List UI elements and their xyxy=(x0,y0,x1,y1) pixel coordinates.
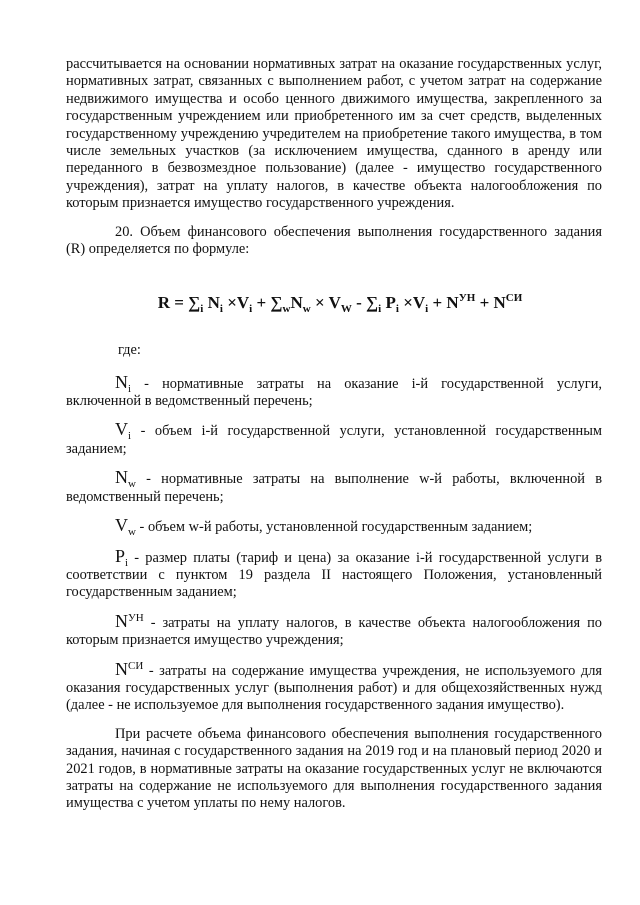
definition-text: - нормативные затраты на оказание i-й государственной услуги, включенной в ведомственный перечень; xyxy=(66,375,602,410)
formula-times: ×V xyxy=(398,293,426,313)
definition-text: - размер платы (тариф и цена) за оказание i-й государственной услуги в соответствии с пунктом 19 раздела II настоящего Положения, установленный государственным заданием; xyxy=(66,549,602,601)
definition-text: - объем i-й государственной услуги, установленной государственным заданием; xyxy=(66,423,602,457)
definition-symbol xyxy=(115,611,144,631)
closing-paragraph: При расчете объема финансового обеспечения выполнения государственного задания, начиная с государственного задания на 2019 год и на плановый период 2020 и 2021 годов, в нормативные затраты на оказание государственных услуг не включаются затраты на содержание не используемого для выполнения государственного задания имущества с учетом уплаты по нему налогов. xyxy=(66,725,602,812)
definition-item xyxy=(66,469,602,506)
definition-text: - объем w-й работы, установленной государственным заданием; xyxy=(135,519,533,536)
symbol-letter: P xyxy=(115,545,126,566)
formula-sub: i xyxy=(425,303,429,316)
definition-symbol xyxy=(115,467,136,491)
formula-minus-sum: - ∑ xyxy=(351,293,379,313)
symbol-letter: N xyxy=(115,467,128,488)
definition-symbol xyxy=(115,371,132,395)
where-label: где: xyxy=(118,341,141,358)
symbol-sub: i xyxy=(125,556,129,569)
symbol-sup: УН xyxy=(128,611,144,624)
symbol-letter: N xyxy=(115,610,128,631)
definition-item xyxy=(66,610,602,650)
financing-formula xyxy=(78,292,602,316)
definition-item xyxy=(66,545,602,602)
formula-sup: СИ xyxy=(505,292,523,305)
formula-plus-n: + N xyxy=(475,293,506,313)
formula-plus-n: + N xyxy=(428,293,459,313)
formula-sub: w xyxy=(282,303,291,316)
definition-text: - нормативные затраты на выполнение w-й работы, включенной в ведомственный перечень; xyxy=(66,471,602,505)
definition-text: - затраты на содержание имущества учреждения, не используемого для оказания государственных услуг (выполнения работ) и для общехозяйственных нужд (далее - не используемое для выполнения государственного задания имущество). xyxy=(66,662,602,714)
symbol-letter: V xyxy=(115,515,128,536)
document-page xyxy=(66,56,602,813)
formula-nw: N xyxy=(290,293,303,313)
symbol-sub: w xyxy=(128,478,136,491)
formula-eq-sum: = ∑ xyxy=(169,293,201,313)
symbol-sup: СИ xyxy=(128,659,144,672)
formula-sub: w xyxy=(302,303,311,316)
definition-text: - затраты на уплату налогов, в качестве объекта налогообложения по которым признается имущество учреждения; xyxy=(66,614,602,649)
symbol-letter: N xyxy=(115,371,128,392)
symbol-sub: w xyxy=(128,526,136,539)
formula-p: P xyxy=(381,293,396,313)
definition-symbol xyxy=(115,419,132,443)
definition-symbol xyxy=(115,659,143,679)
definition-item xyxy=(66,421,602,458)
intro-paragraph: рассчитывается на основании нормативных затрат на оказание государственных услуг, нормативных затрат, связанных с выполнением работ, с учетом затрат на содержание недвижимого имущества и особо ценного движимого имущества, закрепленного за государственным учреждением или приобретенного им за счет средств, выделенных государственному учреждению учредителем на приобретение такого имущества, в том числе земельных участков (за исключением имущества, сданного в аренду или переданного в безвозмездное пользование) (далее - имущество государственного учреждения), затрат на уплату налогов, в качестве объекта налогообложения по которым признается имущество государственного учреждения. xyxy=(66,56,602,212)
symbol-letter: V xyxy=(115,419,128,440)
definition-symbol xyxy=(115,515,136,539)
formula-sub: i xyxy=(219,303,223,316)
definitions-list xyxy=(66,371,602,715)
symbol-sub: i xyxy=(128,382,132,395)
definition-item xyxy=(66,658,602,715)
formula-n: N xyxy=(203,293,220,313)
definition-item xyxy=(66,371,602,411)
formula-times: × V xyxy=(310,293,341,313)
formula-sub: i xyxy=(249,303,253,316)
formula-times: ×V xyxy=(222,293,250,313)
formula-sub: W xyxy=(340,303,352,316)
formula-plus-sum: + ∑ xyxy=(252,293,283,313)
formula-sub: i xyxy=(395,303,399,316)
formula-sup: УН xyxy=(458,292,476,305)
formula-sub: i xyxy=(378,303,382,316)
definition-item xyxy=(66,515,602,539)
formula-sub: i xyxy=(200,303,204,316)
definition-symbol xyxy=(115,545,129,569)
formula-r: R xyxy=(157,293,170,313)
symbol-sub: i xyxy=(128,430,132,443)
symbol-letter: N xyxy=(115,658,128,679)
item-20-paragraph: 20. Объем финансового обеспечения выполнения государственного задания (R) определяется по формуле: xyxy=(66,223,602,258)
